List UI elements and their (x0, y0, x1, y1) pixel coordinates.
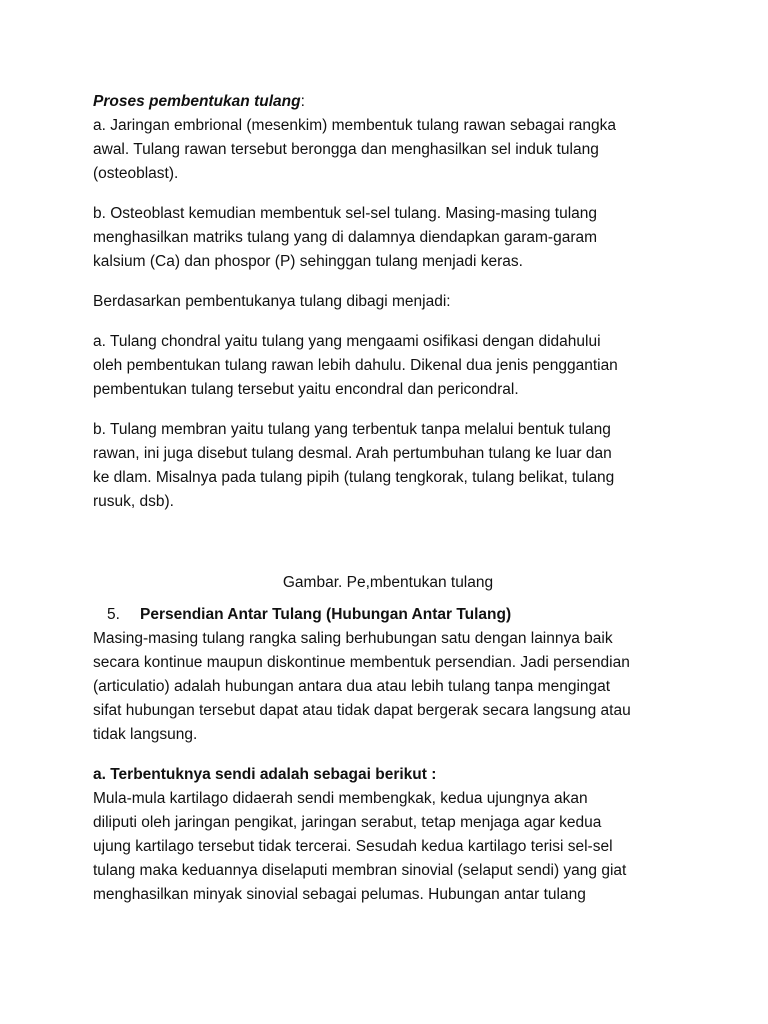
paragraph-b-line: menghasilkan matriks tulang yang di dalamnya diendapkan garam-garam (93, 229, 598, 246)
document-page (93, 90, 683, 907)
type-a-line: a. Tulang chondral yaitu tulang yang mengaami osifikasi dengan didahului (93, 333, 601, 350)
division-intro-text: Berdasarkan pembentukanya tulang dibagi menjadi: (93, 293, 451, 310)
document-heading: Proses pembentukan tulang (93, 93, 301, 110)
type-b-line: b. Tulang membran yaitu tulang yang terbentuk tanpa melalui bentuk tulang (93, 421, 611, 438)
subsection-a-line: menghasilkan minyak sinovial sebagai pelumas. Hubungan antar tulang (93, 886, 586, 903)
section-body (93, 627, 683, 747)
section-body-line: tidak langsung. (93, 726, 198, 743)
spacer (93, 274, 683, 290)
paragraph-b-line: b. Osteoblast kemudian membentuk sel-sel tulang. Masing-masing tulang (93, 205, 598, 222)
section-heading (93, 603, 683, 627)
paragraph-a-line: a. Jaringan embrional (mesenkim) membentuk tulang rawan sebagai rangka (93, 117, 616, 134)
type-b-paragraph (93, 418, 683, 514)
paragraph-b (93, 202, 683, 274)
section-body-line: secara kontinue maupun diskontinue membentuk persendian. Jadi persendian (93, 654, 630, 671)
subsection-a-line: diliputi oleh jaringan pengikat, jaringan serabut, tetap menjaga agar kedua (93, 814, 602, 831)
subsection-a (93, 763, 683, 907)
section-body-line: (articulatio) adalah hubungan antara dua atau lebih tulang tanpa mengingat (93, 678, 611, 695)
heading-line (93, 90, 683, 114)
paragraph-b-line: kalsium (Ca) dan phospor (P) sehinggan tulang menjadi keras. (93, 253, 523, 270)
paragraph-a-line: awal. Tulang rawan tersebut berongga dan menghasilkan sel induk tulang (93, 141, 599, 158)
subsection-a-line: ujung kartilago tersebut tidak tercerai. Sesudah kedua kartilago terisi sel-sel (93, 838, 613, 855)
spacer (93, 747, 683, 763)
type-b-line: ke dlam. Misalnya pada tulang pipih (tulang tengkorak, tulang belikat, tulang (93, 469, 615, 486)
section-title: Persendian Antar Tulang (Hubungan Antar Tulang) (140, 606, 512, 623)
spacer (93, 186, 683, 202)
type-b-line: rusuk, dsb). (93, 493, 174, 510)
section-body-line: sifat hubungan tersebut dapat atau tidak dapat bergerak secara langsung atau (93, 702, 631, 719)
subsection-a-title: a. Terbentuknya sendi adalah sebagai berikut : (93, 766, 437, 783)
subsection-a-line: tulang maka keduannya diselaputi membran sinovial (selaput sendi) yang giat (93, 862, 627, 879)
type-a-line: oleh pembentukan tulang rawan lebih dahulu. Dikenal dua jenis penggantian (93, 357, 618, 374)
section-body-line: Masing-masing tulang rangka saling berhubungan satu dengan lainnya baik (93, 630, 613, 647)
division-intro (93, 290, 683, 314)
figure-caption: Gambar. Pe,mbentukan tulang (282, 574, 494, 591)
spacer (93, 314, 683, 330)
paragraph-a (93, 114, 683, 186)
heading-colon: : (300, 93, 305, 110)
type-a-paragraph (93, 330, 683, 402)
subsection-a-line: Mula-mula kartilago didaerah sendi membengkak, kedua ujungnya akan (93, 790, 588, 807)
type-a-line: pembentukan tulang tersebut yaitu encondral dan pericondral. (93, 381, 519, 398)
paragraph-a-line: (osteoblast). (93, 165, 179, 182)
type-b-line: rawan, ini juga disebut tulang desmal. Arah pertumbuhan tulang ke luar dan (93, 445, 612, 462)
section-number: 5. (107, 606, 120, 623)
spacer (93, 402, 683, 418)
